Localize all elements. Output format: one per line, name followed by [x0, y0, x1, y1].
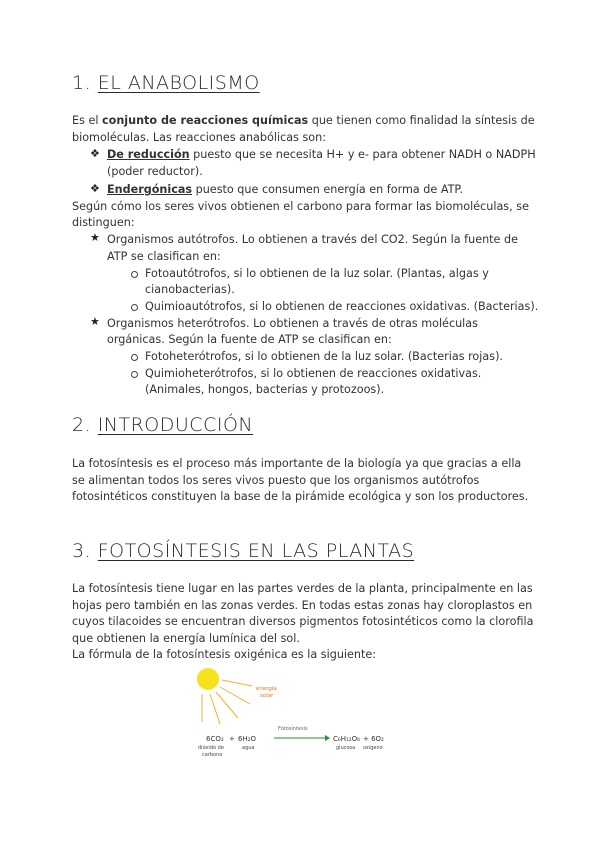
energy-label: energía	[256, 686, 277, 692]
reactant-h2o: 6H₂O	[238, 735, 257, 743]
heading-anabolismo	[72, 72, 260, 94]
reactant-name-2: carbono	[202, 752, 223, 758]
text: que tienen como finalidad la síntesis de	[308, 114, 535, 127]
heading-title: FOTOSÍNTESIS EN LAS PLANTAS	[97, 540, 415, 562]
star-bullet-icon: ★	[90, 231, 100, 244]
paragraph-line: La fórmula de la fotosíntesis oxigénica es la siguiente:	[72, 648, 377, 661]
diamond-bullet-icon: ❖	[90, 182, 100, 195]
paragraph-line: fotosintéticos constituyen la base de la pirámide ecológica y son los productores.	[72, 490, 529, 503]
arrow-label: Fotosíntesis	[278, 726, 308, 732]
bold-term: De reducción	[107, 148, 190, 161]
circle-bullet-icon	[131, 304, 138, 311]
sub-list-item-continuation: (Animales, hongos, bacterias y protozoos).	[145, 383, 385, 396]
list-item	[107, 146, 536, 163]
text: puesto que consumen energía en forma de ATP.	[192, 183, 463, 196]
heading-title: INTRODUCCIÓN	[97, 414, 254, 436]
list-item-continuation: (poder reductor).	[107, 165, 203, 178]
list-item: Organismos autótrofos. Lo obtienen a través del CO2. Según la fuente de	[107, 233, 518, 246]
paragraph-line: que obtienen la energía lumínica del sol.	[72, 632, 300, 645]
arrow-head-icon	[325, 735, 330, 741]
bold-term: Endergónicas	[107, 183, 193, 196]
paragraph-line	[72, 112, 535, 129]
paragraph-line: biomoléculas. Las reacciones anabólicas son:	[72, 131, 327, 144]
diamond-bullet-icon: ❖	[90, 147, 100, 160]
paragraph-line: se alimentan todos los seres vivos puesto que los organismos autótrofos	[72, 474, 480, 487]
sub-list-item: Fotoautótrofos, si lo obtienen de la luz solar. (Plantas, algas y	[145, 267, 489, 280]
heading-number: 1.	[72, 72, 92, 94]
sub-list-item: Fotoheterótrofos, si lo obtienen de la luz solar. (Bacterias rojas).	[145, 350, 503, 363]
heading-introduccion	[72, 414, 253, 436]
product-oxygen: + 6O₂	[363, 735, 384, 743]
paragraph-line: Según cómo los seres vivos obtienen el carbono para formar las biomoléculas, se	[72, 200, 529, 213]
sub-list-item: Quimioautótrofos, si lo obtienen de reacciones oxidativas. (Bacterias).	[145, 300, 539, 313]
sub-list-item: Quimioheterótrofos, si lo obtienen de reacciones oxidativas.	[145, 367, 482, 380]
photosynthesis-equation-figure	[190, 660, 410, 760]
circle-bullet-icon	[131, 271, 138, 278]
list-item-continuation: ATP se clasifican en:	[107, 250, 221, 263]
heading-title: EL ANABOLISMO	[97, 72, 260, 94]
list-item: Organismos heterótrofos. Lo obtienen a través de otras moléculas	[107, 317, 478, 330]
paragraph-line: La fotosíntesis es el proceso más importante de la biología ya que gracias a ella	[72, 457, 522, 470]
sun-icon	[197, 668, 219, 690]
list-item-continuation: orgánicas. Según la fuente de ATP se clasifican en:	[107, 333, 392, 346]
bold-term: conjunto de reacciones químicas	[102, 114, 309, 127]
heading-number: 2.	[72, 414, 92, 436]
product-name-glucose: glucosa	[336, 745, 356, 751]
heading-number: 3.	[72, 540, 92, 562]
text: Es el	[72, 114, 103, 127]
paragraph-line: distinguen:	[72, 216, 135, 229]
paragraph-line: hojas pero también en las zonas verdes. En todas estas zonas hay cloroplastos en	[72, 599, 533, 612]
product-glucose: C₆H₁₂O₆	[333, 735, 360, 743]
reactant-co2: 6CO₂	[206, 735, 224, 743]
sub-list-item-continuation: cianobacterias).	[145, 283, 235, 296]
list-item	[107, 181, 463, 198]
circle-bullet-icon	[131, 354, 138, 361]
plus-sign: +	[229, 735, 235, 743]
energy-label-2: solar	[260, 693, 274, 699]
text: puesto que se necesita H+ y e- para obtener NADH o NADPH	[189, 148, 536, 161]
paragraph-line: La fotosíntesis tiene lugar en las partes verdes de la planta, principalmente en las	[72, 582, 533, 595]
heading-fotosintesis	[72, 540, 414, 562]
product-name-oxygen: oxígeno	[363, 745, 383, 751]
reactant-name: dióxido de	[198, 745, 224, 751]
star-bullet-icon: ★	[90, 315, 100, 328]
paragraph-line: cuyos tilacoides se encuentran diversos pigmentos fotosintéticos como la clorofila	[72, 615, 534, 628]
reactant-name-water: agua	[242, 745, 255, 751]
circle-bullet-icon	[131, 371, 138, 378]
